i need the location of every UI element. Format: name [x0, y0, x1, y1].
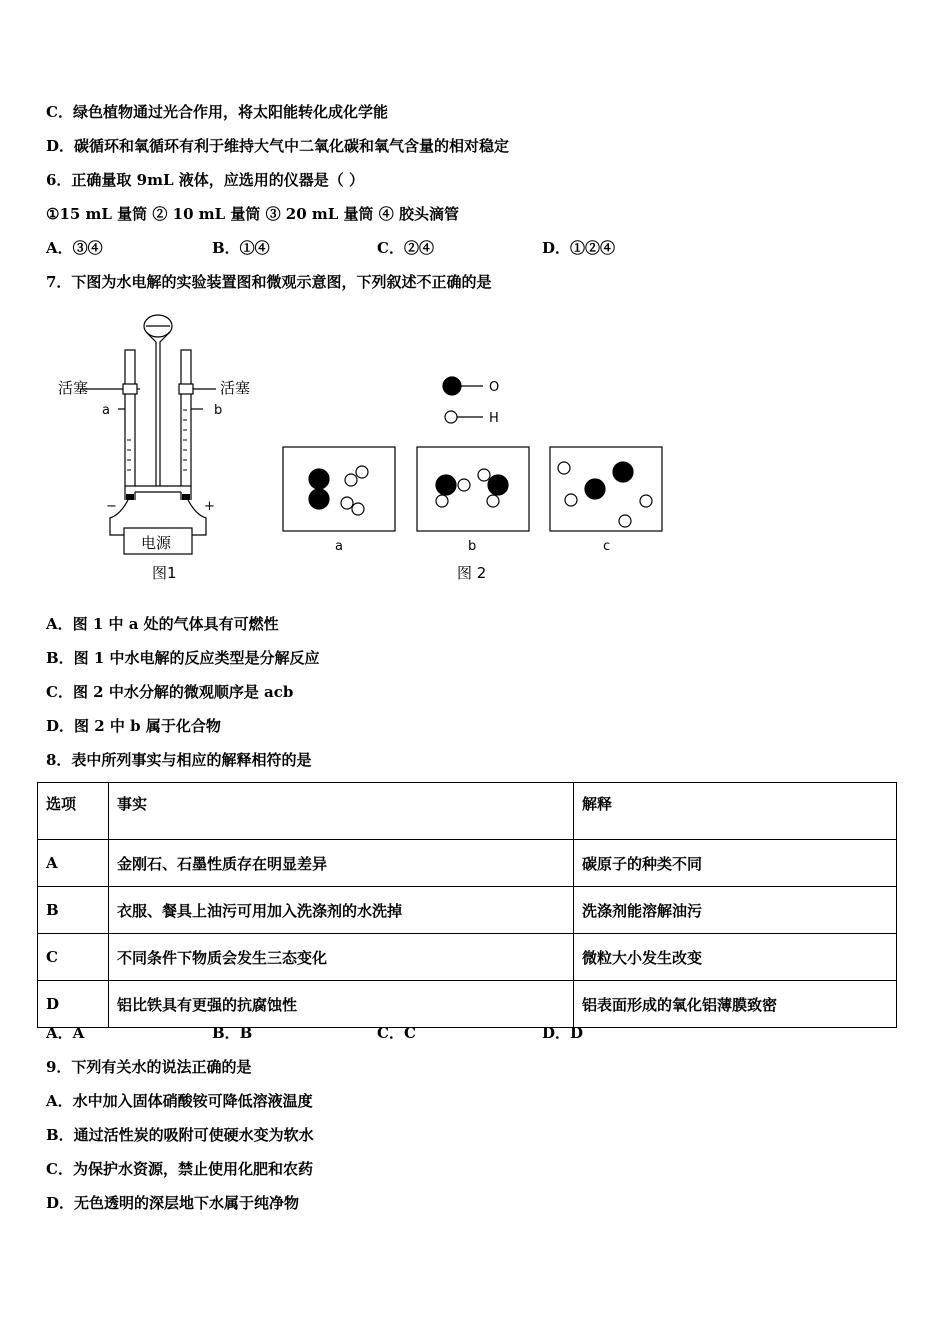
q6-option-d: D．①②④ [542, 239, 616, 257]
box-c [550, 447, 662, 531]
q6-stem: 6．正确量取 9mL 液体，应选用的仪器是（ ） [46, 171, 364, 189]
box-b-label: b [468, 539, 477, 554]
q9-option-a: A．水中加入固体硝酸铵可降低溶液温度 [46, 1092, 313, 1110]
table-row [38, 981, 897, 1028]
q7-option-a: A．图 1 中 a 处的气体具有可燃性 [46, 615, 279, 633]
q8-option-b: B．B [212, 1024, 253, 1042]
q7-stem: 7．下图为水电解的实验装置图和微观示意图，下列叙述不正确的是 [46, 273, 492, 291]
table-cell: A [38, 840, 109, 887]
q5-option-c: C．绿色植物通过光合作用，将太阳能转化成化学能 [46, 103, 388, 121]
anode [182, 494, 190, 500]
box-a [283, 447, 395, 531]
legend-h-label: H [489, 411, 499, 426]
table-cell: 微粒大小发生改变 [574, 934, 897, 981]
box-b [417, 447, 529, 531]
minus-sign: − [106, 499, 117, 514]
table-header-row [38, 783, 897, 840]
power-source-label: 电源 [141, 534, 172, 552]
tube-b-label: b [214, 403, 223, 418]
q6-instruments: ①15 mL 量筒 ② 10 mL 量筒 ③ 20 mL 量筒 ④ 胶头滴管 [46, 205, 459, 223]
table-cell: 铝比铁具有更强的抗腐蚀性 [109, 981, 574, 1028]
table-cell: 金刚石、石墨性质存在明显差异 [109, 840, 574, 887]
figure-1-caption: 图1 [152, 564, 177, 582]
q7-option-b: B．图 1 中水电解的反应类型是分解反应 [46, 649, 320, 667]
q8-stem: 8．表中所列事实与相应的解释相符的是 [46, 751, 312, 769]
tube-graduations [127, 410, 187, 470]
q7-option-c: C．图 2 中水分解的微观顺序是 acb [46, 683, 294, 701]
q7-option-d: D．图 2 中 b 属于化合物 [46, 717, 221, 735]
table-cell: 洗涤剂能溶解油污 [574, 887, 897, 934]
table-cell: D [38, 981, 109, 1028]
box-a-label: a [335, 539, 343, 554]
cathode [126, 494, 134, 500]
table-cell: 衣服、餐具上油污可用加入洗涤剂的水洗掉 [109, 887, 574, 934]
table-cell: C [38, 934, 109, 981]
table-row [38, 934, 897, 981]
tube-a-label: a [102, 403, 110, 418]
box-c-label: c [603, 539, 611, 554]
table-cell: 铝表面形成的氧化铝薄膜致密 [574, 981, 897, 1028]
q9-option-d: D．无色透明的深层地下水属于纯净物 [46, 1194, 300, 1212]
q8-option-d: D．D [542, 1024, 584, 1042]
plus-sign: + [204, 499, 215, 514]
stopcock-right-label: 活塞 [220, 379, 251, 397]
q5-option-d: D．碳循环和氧循环有利于维持大气中二氧化碳和氧气含量的相对稳定 [46, 137, 510, 155]
legend-o-label: O [489, 380, 500, 395]
table-cell: 不同条件下物质会发生三态变化 [109, 934, 574, 981]
legend [443, 377, 483, 423]
table-cell: B [38, 887, 109, 934]
q9-stem: 9．下列有关水的说法正确的是 [46, 1058, 252, 1076]
q6-option-b: B．①④ [212, 239, 270, 257]
table-row [38, 840, 897, 887]
electrolysis-figure [40, 300, 680, 590]
figure-2-caption: 图 2 [457, 564, 487, 582]
q9-option-b: B．通过活性炭的吸附可使硬水变为软水 [46, 1126, 314, 1144]
table-row [38, 887, 897, 934]
table-header-cell: 选项 [38, 783, 109, 840]
q6-option-a: A．③④ [46, 239, 103, 257]
q6-option-c: C．②④ [377, 239, 434, 257]
q8-option-c: C．C [377, 1024, 416, 1042]
q9-option-c: C．为保护水资源，禁止使用化肥和农药 [46, 1160, 313, 1178]
table-header-cell: 解释 [574, 783, 897, 840]
oxygen-atom-icon [443, 377, 461, 395]
hydrogen-atom-icon [445, 411, 457, 423]
table-header-cell: 事实 [109, 783, 574, 840]
q8-option-a: A．A [46, 1024, 85, 1042]
stopcock-left-label: 活塞 [58, 379, 89, 397]
figure-1-apparatus [80, 315, 216, 554]
table-cell: 碳原子的种类不同 [574, 840, 897, 887]
q8-table [37, 782, 897, 1028]
